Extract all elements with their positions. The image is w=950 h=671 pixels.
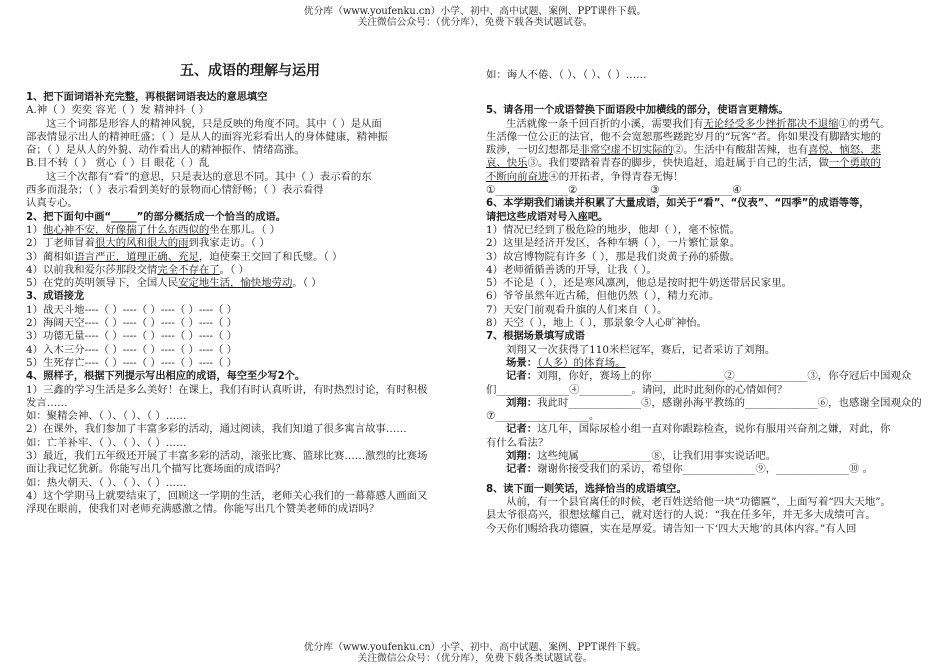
section-3-heading: 3、成语接龙 (26, 291, 85, 303)
s6-item-1: 1）情况已经到了极危险的地步，他却（ ），毫不惊慌。 (486, 223, 741, 236)
footer-line-2: 关注微信公众号：（优分库），免费下载各类试题试卷。 (357, 653, 593, 665)
s7-liuxiang-1: 刘翔：我此时______________⑤，感谢孙海平教练的______________⑥，也感谢全国观众的 (506, 396, 922, 409)
s2-item-3: 3）蔺相如语言严正，道理正确、充足，迫使秦王交回了和氏璧。（ ） (26, 250, 343, 263)
s3-row-1: 1）战天斗地----（ ）----（ ）----（ ）----（ ） (26, 303, 238, 316)
header-line-2: 关注微信公众号：（优分库），免费下载各类试题试卷。 (357, 17, 593, 29)
s4-example-2: 如：亡羊补牢、（ ）、（ ）、（ ）…… (26, 436, 187, 449)
s5-line-2: 生活像一位公正的法官，他不会宽恕那些蹉跎岁月的“玩客”者。你如果没有脚踏实地的 (486, 130, 882, 143)
s7-reporter-1: 记者：刘翔，你好，赛场上的你______________②______________③，你夺冠后中国观众 (506, 370, 912, 383)
s6-item-7: 7）天安门前观看升旗的人们来自（ ）。 (486, 303, 668, 316)
s3-row-2: 2）海阔天空----（ ）----（ ）----（ ）----（ ） (26, 317, 238, 330)
header-line-1: 优分库（www.youfenku.cn）小学、初中、高中试题、案例、PPT课件下载。 (303, 6, 647, 17)
s1-q-2: 西多而混杂；（ ）表示看到美好的景物而心情舒畅；（ ）表示看得 (26, 184, 324, 197)
footer-banner (0, 642, 950, 665)
s6-item-8: 8）天空（ ），地上（ ），那景象令人心旷神怡。 (486, 317, 708, 330)
s7-reporter-2: 记者：这几年，国际尿检小组一直对你跟踪检查，说你有服用兴奋剂之嫌，对此，你 (506, 423, 891, 436)
s7-liuxiang-1b: ⑦__________________。 (486, 410, 600, 423)
s7-intro: 刘翔又一次获得了110米栏冠军，赛后，记者采访了刘翔。 (506, 343, 776, 356)
section-6-heading-1: 6、本学期我们诵读并积累了大量成语，如关于“看”、“仪表”、“四季”的成语等等， (486, 198, 870, 210)
s5-line-5: 不断向前奋进④的开拓者，争得青春无悔！ (486, 170, 684, 183)
s4-q4-line-b: 浮现在眼前，使我们对老师充满感激之情。你能写出几个赞美老师的成语吗？ (26, 503, 380, 516)
s1-line-b: B.目不转（ ） 赏心（ ）目 眼花（ ）乱 (26, 157, 210, 170)
footer-line-1: 优分库（www.youfenku.cn）小学、初中、高中试题、案例、PPT课件下载。 (303, 642, 647, 653)
s7-liuxiang-2: 刘翔：这些纯属______________⑧，让我们用事实说话吧。 (506, 450, 777, 463)
s8-para-3: 今天你们赐给我功德匾，实在是厚爱。请告知一下‘四大天地’的具体内容。”有人回 (486, 522, 857, 535)
s1-para-3: 奋；（ ）是从人的外貌、动作看出人的精神振作、情绪高涨。 (26, 144, 305, 157)
section-4-heading: 4、照样子，根据下列提示写出相应的成语，每空至少写2个。 (26, 371, 306, 383)
s5-line-4: 哀、快乐③。我们要踏着青春的脚步，快快追赶，追赶属于自己的生活，做一个勇敢的 (486, 157, 881, 170)
s7-reporter-1b: 们______________④__________。请问，此时此刻你的心情如何？ (486, 383, 788, 396)
s6-item-3: 3）故宫博物院有许多（ ），那是我们炎黄子孙的骄傲。 (486, 250, 741, 263)
s3-row-5: 5）生死存亡----（ ）----（ ）----（ ）----（ ） (26, 356, 238, 369)
s6-item-4: 4）老师循循善诱的开导，让我（ ）。 (486, 263, 657, 276)
s2-item-2: 2）丁老师冒着很大的风和很大的雨到我家走访。（ ） (26, 237, 270, 250)
s4-example-3: 如：热火朝天、（ ）、（ ）、（ ）…… (26, 476, 187, 489)
section-5-heading: 5、请各用一个成语替换下面语段中加横线的部分，使语言更精炼。 (486, 105, 789, 117)
s1-q-3: 认真专心。 (26, 197, 78, 210)
s2-item-1: 1）他心神不安，好像揣了什么东西似的坐在那儿。（ ） (26, 223, 281, 236)
s4-q3-line-a: 3）最近，我们五年级还开展了丰富多彩的活动，滚张比赛、篮球比赛……激烈的比赛场 (26, 450, 428, 463)
section-6-heading-2: 请把这些成语对号入座吧。 (486, 211, 609, 223)
s4-q3-line-b: 面让我记忆犹新。你能写出几个描写比赛场面的成语吗？ (26, 463, 286, 476)
section-1-heading: 1、把下面词语补充完整，再根据词语表达的意思填空 (26, 92, 268, 103)
s5-line-3: 跋涉，一切幻想都是非常空虚不切实际的②。生活中有酸甜苦辣，也有喜悦、恼怒、悲 (486, 144, 881, 157)
s4-q2: 2）在课外，我们参加了丰富多彩的活动，通过阅读，我们知道了很多寓言故事…… (26, 423, 407, 436)
page-title: 五、成语的理解与运用 (180, 63, 320, 79)
s1-para-1: 这三个词都是形容人的精神风貌，只是反映的角度不同。其中（ ）是从面 (46, 117, 382, 130)
s1-q-1: 这三个次都有“看”的意思，只是表达的意思不同。其中（ ）表示看的东 (46, 170, 372, 183)
s2-item-5: 5）在党的英明领导下，全国人民安定地生活，愉快地劳动。（ ） (26, 277, 322, 290)
s3-row-4: 4）入木三分----（ ）----（ ）----（ ）----（ ） (26, 343, 238, 356)
section-8-heading: 8、读下面一则笑话，选择恰当的成语填空。 (486, 483, 687, 495)
teacher-idiom-example: 如：诲人不倦、（ ）、（ ）、（ ）…… (486, 69, 647, 81)
s4-q1-line-b: 发言…… (26, 396, 68, 409)
header-banner (0, 6, 950, 29)
s4-example-1: 如：聚精会神、（ ）、（ ）、（ ）…… (26, 410, 187, 423)
s5-answer-blanks: ①______________②______________③______________④______________ (486, 184, 815, 197)
s6-item-5: 5）不论是（ ），还是寒风凛冽，他总是按时把牛奶送带居民家里。 (486, 277, 793, 290)
section-7-heading: 7、根据场景填写成语 (486, 331, 585, 343)
s7-scene: 场景：（人多）的体育场。 (506, 356, 626, 369)
section-2-heading: 2、把下面句中画“_____”的部分概括成一个恰当的成语。 (26, 211, 286, 223)
s4-q1-line-a: 1）三鑫的学习生活是多么美好！在课上，我们有时认真听讲，有时热烈讨论，有时积极 (26, 383, 428, 396)
s1-para-2: 部表情显示出人的精神旺盛；（ ）是从人的面容光彩看出人的身体健康，精神振 (26, 130, 388, 143)
s4-q4-line-a: 4）这个学期马上就要结束了，回顾这一学期的生活，老师关心我们的一幕幕感人画面又 (26, 489, 428, 502)
s6-item-2: 2）这里是经济开发区，各种车辆（ ），一片繁忙景象。 (486, 237, 741, 250)
s8-para-1: 从前，有一个县官离任的时候，老百姓送给他一块“功德匾”，上面写着“四大天地”。 (506, 495, 891, 508)
s7-reporter-3: 记者：谢谢你接受我们的采访，希望你______________⑨，______________⑩ 。 (506, 463, 873, 476)
right-column (486, 70, 930, 537)
s2-item-4: 4）以前我和爱尔莎那段交情完全不存在了。（ ） (26, 263, 249, 276)
s3-row-3: 3）功德无量----（ ）----（ ）----（ ）----（ ） (26, 330, 238, 343)
s1-line-a: A.神（ ）奕奕 容光（ ）发 精神抖（ ） (26, 104, 210, 117)
s6-item-6: 6）爷爷虽然年近古稀，但他仍然（ ），精力充沛。 (486, 290, 720, 303)
s5-line-1: 生活就像一条千回百折的小溪，需要我们有无论经受多少挫折都决不退缩①的勇气。 (506, 117, 891, 130)
s7-reporter-2b: 有什么看法？ (486, 436, 549, 449)
s8-para-2: 县太爷很高兴，很想炫耀自己，就对送行的人说：“我在任多年，并无多大成绩可言。 (486, 509, 876, 522)
left-column (26, 60, 474, 518)
